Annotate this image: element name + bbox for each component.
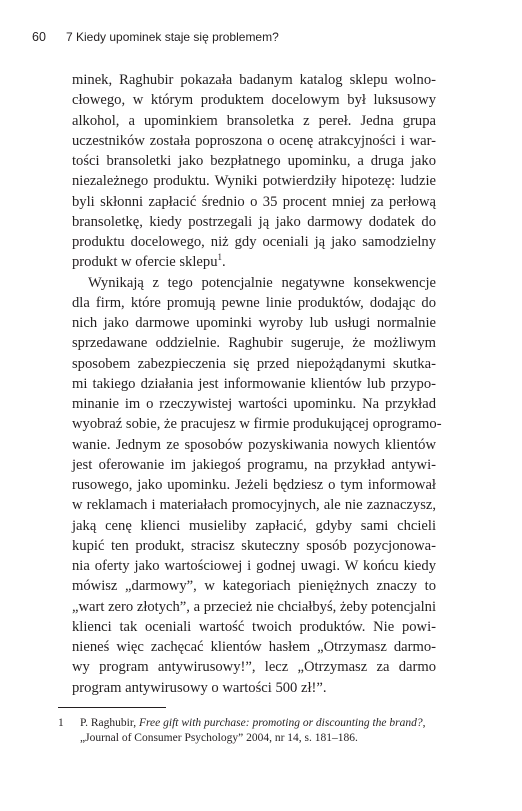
- text-line: bransoletkę, kiedy postrzegali ją jako darmowy dodatek do: [72, 213, 436, 230]
- page-number: 60: [32, 30, 46, 44]
- text-line: jaką cenę klienci musieliby zapłacić, gdyby sami chcieli: [72, 517, 436, 534]
- text-line: dla firm, które promują pewne linie produktów, dodając do: [72, 294, 436, 311]
- text-line-last: program antywirusowy o wartości 500 zł!”.: [72, 679, 327, 696]
- footnote-punctuation: ,: [422, 717, 426, 729]
- text-line-last: [72, 252, 436, 272]
- text-line: alkohol, a upominkiem bransoletka z pereł. Jedna grupa: [72, 112, 436, 129]
- text-line: klienci tak oceniali wartość twoich produktów. Nie powi-: [72, 618, 436, 635]
- text-line: mi takiego działania jest informowanie klientów lub przypo-: [72, 375, 436, 392]
- footnote-title: Free gift with purchase: promoting or discounting the brand?: [138, 717, 423, 729]
- text-line: byli skłonni zapłacić średnio o 35 procent mniej za perłową: [72, 193, 436, 210]
- footnote-divider: [58, 707, 166, 708]
- text-fragment: .: [222, 254, 226, 271]
- text-line: wanie. Jednym ze sposobów pozyskiwania nowych klientów: [72, 436, 436, 453]
- footnote-line: „Journal of Consumer Psychology” 2004, nr 14, s. 181–186.: [80, 731, 358, 744]
- footnote-text: [80, 716, 448, 745]
- text-line: sprzedawane oddzielnie. Raghubir sugeruje, że możliwym: [72, 335, 436, 352]
- text-line: produktu docelowego, niż gdy oceniali ją jako samodzielny: [72, 234, 436, 250]
- text-line: Wynikają z tego potencjalnie negatywne konsekwencje: [88, 274, 436, 291]
- text-line: uczestników została poproszona o ocenę atrakcyjności i war-: [72, 132, 436, 149]
- text-line: sposobem zabezpieczenia się przed niepożądanymi skutka-: [72, 355, 436, 372]
- running-title: 7 Kiedy upominek staje się problemem?: [66, 30, 279, 44]
- text-fragment: produkt w ofercie sklepu: [72, 254, 218, 271]
- text-line: kupić ten produkt, stracisz skuteczny sposób pozycjonowa-: [72, 537, 436, 554]
- text-line: wy program antywirusowy!”, lecz „Otrzymasz za darmo: [72, 659, 436, 676]
- text-line: minanie im o rzeczywistej wartości upominku. Na przykład: [72, 396, 436, 412]
- footnote-line: [80, 716, 448, 731]
- text-line: jest oferowanie im jakiegoś programu, na przykład antywi-: [72, 456, 436, 473]
- text-line: mówisz „darmowy”, w kategoriach pieniężnych znaczy to: [72, 578, 436, 595]
- text-line: nia oferty jako wartościowej i godnej uwagi. W końcu kiedy: [72, 558, 436, 574]
- text-line: „wart zero złotych”, a przecież nie chciałbyś, żeby potencjalni: [72, 598, 436, 615]
- footnote-author: P. Raghubir,: [80, 717, 139, 729]
- footnote-number: 1: [58, 717, 64, 729]
- text-line: nieneś więc zachęcać klientów hasłem „Otrzymasz darmo-: [72, 639, 436, 655]
- footnote-reference[interactable]: 1: [217, 252, 222, 263]
- text-line: nich jako darmowe upominki wyroby lub usługi normalnie: [72, 315, 436, 331]
- text-line: rusowego, jako upominku. Jeżeli będziesz o tym informował: [72, 477, 436, 493]
- paragraph-2: [72, 273, 442, 698]
- text-line: cłowego, w którym produktem docelowym był luksusowy: [72, 92, 436, 109]
- page-header: [32, 30, 492, 50]
- text-line: w reklamach i materiałach promocyjnych, ale nie zaznaczysz,: [72, 497, 436, 514]
- text-line: tości bransoletki jako bezpłatnego upominku, a druga jako: [72, 153, 436, 169]
- text-line: minek, Raghubir pokazała badanym katalog sklepu wolno-: [72, 72, 436, 88]
- text-line: niezależnego produktu. Wyniki potwierdziły hipotezę: ludzie: [72, 173, 436, 190]
- paragraph-1: [72, 70, 436, 273]
- text-line: wyobraź sobie, że pracujesz w firmie produkującej oprogramo-: [72, 416, 442, 433]
- body-text: [72, 70, 442, 698]
